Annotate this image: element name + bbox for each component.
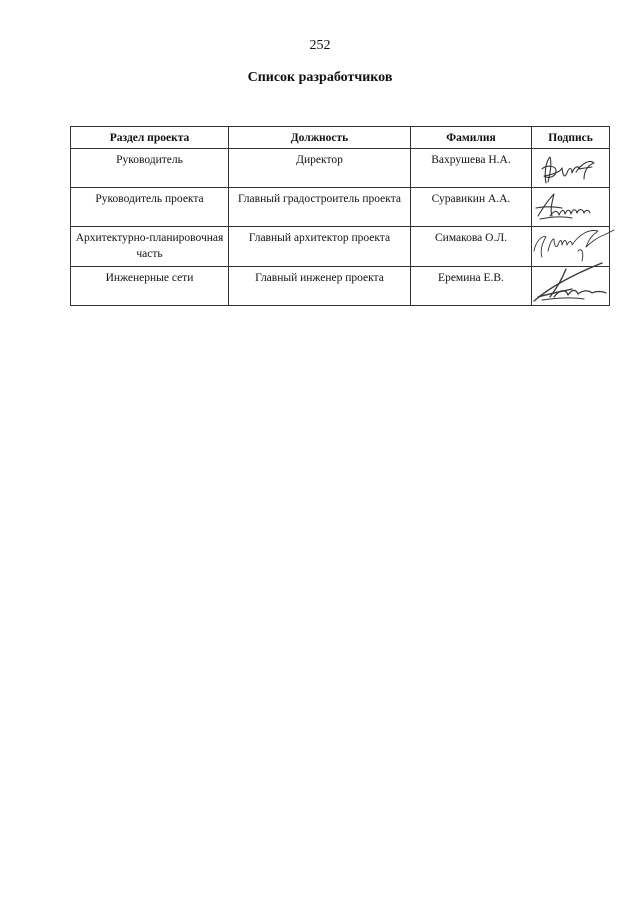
header-signature: Подпись [532,127,610,149]
signature-icon [532,149,610,188]
table-row [71,267,610,306]
cell-position: Главный архитектор проекта [229,227,411,267]
signature-icon [532,267,610,306]
cell-signature [532,149,610,188]
cell-section: Архитектурно-планировочная часть [71,227,229,267]
cell-signature [532,267,610,306]
cell-surname: Суравикин А.А. [411,188,532,227]
page-title: Список разработчиков [247,70,393,85]
cell-surname: Вахрушева Н.А. [411,149,532,188]
cell-signature [532,227,610,267]
cell-signature [532,188,610,227]
page-number: 252 [309,38,331,53]
header-section: Раздел проекта [71,127,229,149]
cell-surname: Симакова О.Л. [411,227,532,267]
cell-section: Руководитель [71,149,229,188]
cell-position: Директор [229,149,411,188]
cell-position: Главный градостроитель проекта [229,188,411,227]
cell-surname: Еремина Е.В. [411,267,532,306]
table-row [71,149,610,188]
signature-icon [532,188,610,227]
developers-table [70,126,610,306]
table-header-row [71,127,610,149]
cell-section: Руководитель проекта [71,188,229,227]
table-row [71,188,610,227]
cell-section: Инженерные сети [71,267,229,306]
cell-position: Главный инженер проекта [229,267,411,306]
header-surname: Фамилия [411,127,532,149]
header-position: Должность [229,127,411,149]
signature-icon [532,227,610,266]
table-row [71,227,610,267]
